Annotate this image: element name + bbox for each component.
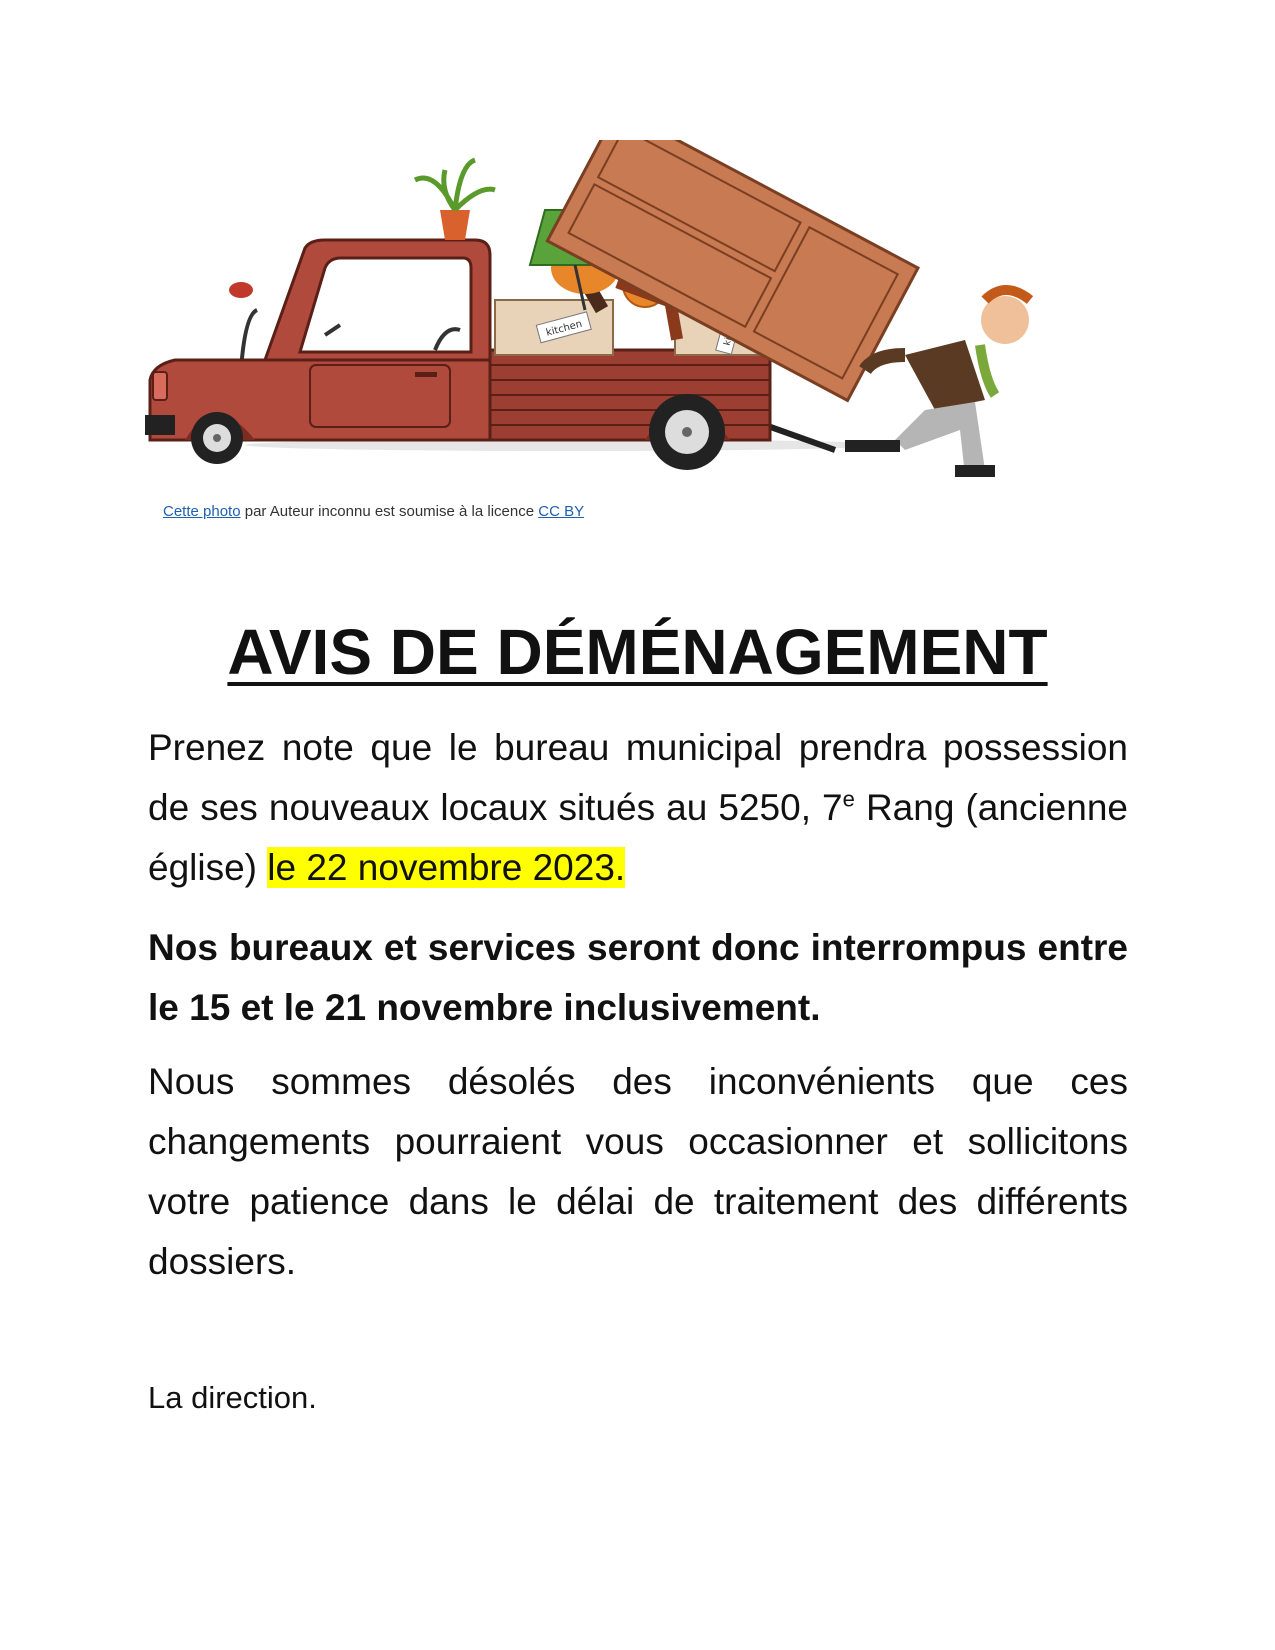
page-title-text: AVIS DE DÉMÉNAGEMENT xyxy=(227,616,1048,688)
paragraph-address xyxy=(148,718,1128,898)
paragraph-interruption: Nos bureaux et services seront donc interrompus entre le 15 et le 21 novembre inclusivement. xyxy=(148,927,1128,1028)
page-title xyxy=(0,612,1275,692)
address-text-rest: Rang (ancienne église) xyxy=(148,787,1128,888)
caption-text: par Auteur inconnu est soumise à la licence xyxy=(240,503,539,520)
highlighted-date: le 22 novembre 2023. xyxy=(267,847,626,888)
address-text: Prenez note que le bureau municipal prendra possession de ses nouveaux locaux situés au 5250, 7 xyxy=(148,727,1128,828)
image-credit-caption xyxy=(163,503,584,520)
paragraph-apology: Nous sommes désolés des inconvénients que ces changements pourraient vous occasionner et sollicitons votre patience dans le délai de traitement des différents dossiers. xyxy=(148,1061,1128,1282)
box-label: kitchen xyxy=(544,318,584,339)
license-link[interactable]: CC BY xyxy=(538,503,585,520)
ordinal-suffix: e xyxy=(842,786,855,812)
photo-link[interactable]: Cette photo xyxy=(163,503,241,520)
signature: La direction. xyxy=(148,1380,317,1415)
moving-truck-illustration xyxy=(145,140,1090,495)
